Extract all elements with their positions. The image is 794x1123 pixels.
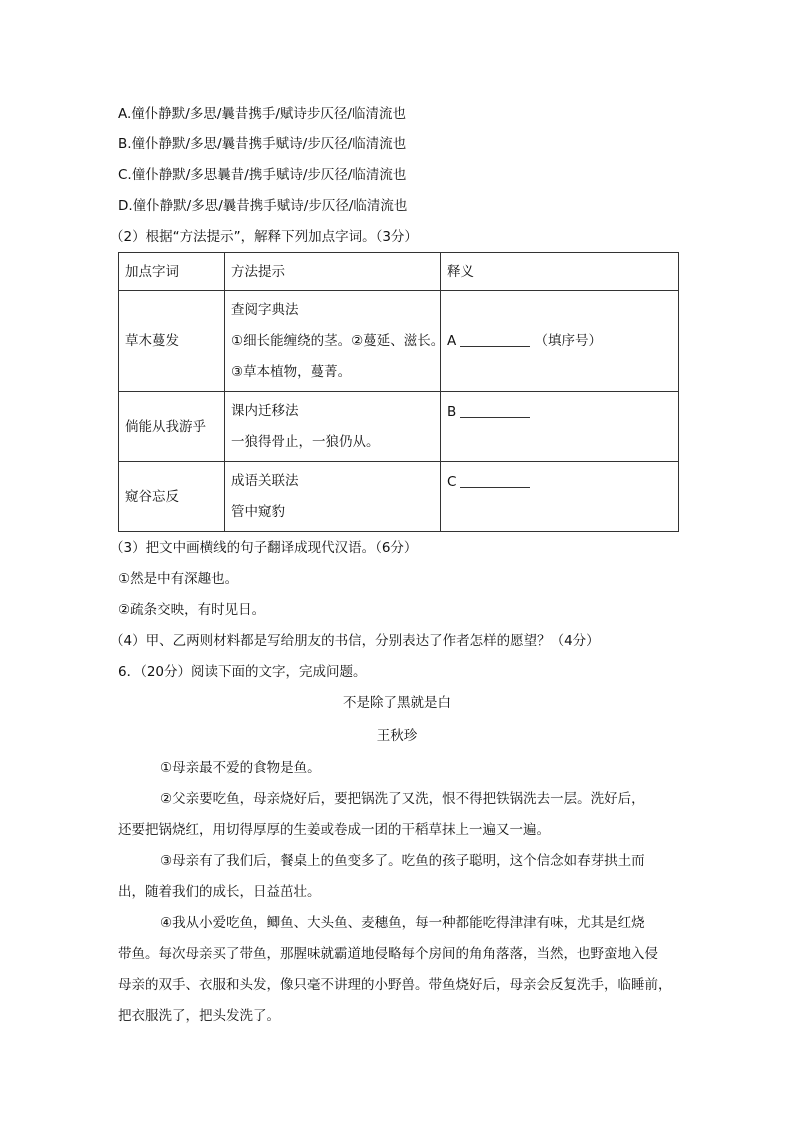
answer-blank[interactable]	[460, 473, 530, 488]
hint-line: 课内迁移法	[231, 402, 299, 419]
hint-line: 成语关联法	[231, 472, 299, 489]
option-b: B.僮仆静默/多思/曩昔携手赋诗/步仄径/临清流也	[118, 136, 407, 152]
answer-note: （填序号）	[534, 333, 603, 349]
table-row	[119, 291, 679, 392]
hint-line: 管中窥豹	[231, 503, 285, 520]
question-3-item: ①然是中有深趣也。	[118, 571, 239, 587]
option-d: D.僮仆静默/多思/曩昔携手赋诗/步仄径/临清流也	[118, 198, 408, 214]
row-hints	[225, 462, 441, 532]
answer-blank[interactable]	[460, 403, 530, 418]
paragraph-4-line: 母亲的双手、衣服和头发，像只毫不讲理的小野兽。带鱼烧好后，母亲会反复洗手，临睡前，	[118, 977, 672, 993]
header-word: 加点字词	[119, 253, 225, 291]
table-header-row	[119, 253, 679, 291]
paragraph-1: ①母亲最不爱的食物是鱼。	[160, 760, 321, 776]
paragraph-2-line: 还要把锅烧红，用切得厚厚的生姜或卷成一团的干稻草抹上一遍又一遍。	[118, 822, 550, 838]
article-title: 不是除了黑就是白	[343, 695, 451, 711]
paragraph-3-line: 出，随着我们的成长，日益茁壮。	[118, 884, 321, 900]
answer-label: C	[447, 474, 457, 490]
option-c: C.僮仆静默/多思曩昔/携手赋诗/步仄径/临清流也	[118, 167, 407, 183]
article-author: 王秋珍	[376, 728, 418, 744]
table-row	[119, 462, 679, 532]
row-word: 草木蔓发	[119, 291, 225, 392]
table-row	[119, 392, 679, 462]
header-meaning: 释义	[441, 253, 679, 291]
row-answer	[441, 462, 679, 532]
answer-label: B	[447, 404, 457, 420]
row-hints	[225, 291, 445, 392]
paragraph-4-line: ④我从小爱吃鱼，鲫鱼、大头鱼、麦穗鱼，每一种都能吃得津津有味，尤其是红烧	[160, 915, 645, 931]
paragraph-4-line: 把衣服洗了，把头发洗了。	[118, 1008, 280, 1024]
question-4-title: （4）甲、乙两则材料都是写给朋友的书信，分别表达了作者怎样的愿望？（4分）	[110, 633, 600, 649]
hint-line: ①细长能缠绕的茎。②蔓延、滋长。	[231, 332, 445, 349]
question-3-title: （3）把文中画横线的句子翻译成现代汉语。（6分）	[110, 540, 418, 556]
row-answer	[441, 392, 679, 462]
question-6-title: 6．（20分）阅读下面的文字，完成问题。	[118, 664, 367, 680]
header-hint: 方法提示	[225, 253, 441, 291]
paragraph-4-line: 带鱼。每次母亲买了带鱼，那腥味就霸道地侵略每个房间的角角落落，当然，也野蛮地入侵	[118, 946, 658, 962]
row-word: 倘能从我游乎	[119, 392, 225, 462]
answer-blank[interactable]	[460, 332, 530, 347]
hint-line: ③草本植物，蔓菁。	[231, 363, 352, 380]
row-word: 窥谷忘反	[119, 462, 225, 532]
row-answer	[441, 291, 679, 392]
answer-label: A	[447, 333, 457, 349]
question-3-item: ②疏条交映，有时见日。	[118, 602, 266, 618]
vocab-table	[118, 252, 679, 532]
option-a: A.僮仆静默/多思/曩昔携手/赋诗步仄径/临清流也	[118, 106, 406, 122]
hint-line: 一狼得骨止，一狼仍从。	[231, 433, 380, 450]
question-2-title: （2）根据“方法提示”，解释下列加点字词。（3分）	[110, 229, 418, 245]
paragraph-3-line: ③母亲有了我们后，餐桌上的鱼变多了。吃鱼的孩子聪明，这个信念如春芽拱土而	[160, 853, 645, 869]
row-hints	[225, 392, 441, 462]
paragraph-2-line: ②父亲要吃鱼，母亲烧好后，要把锅洗了又洗，恨不得把铁锅洗去一层。洗好后，	[160, 791, 645, 807]
hint-line: 查阅字典法	[231, 301, 299, 318]
